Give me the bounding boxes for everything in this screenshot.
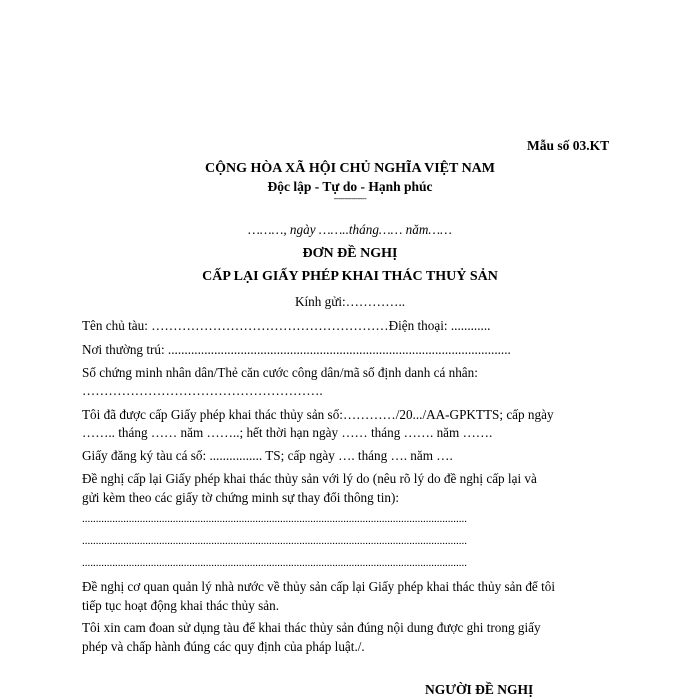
motto-rule: --------------- bbox=[333, 194, 367, 203]
reason-dots-2: ............................................................................................................................................ bbox=[82, 535, 467, 547]
addressee: Kính gửi:………….. bbox=[294, 294, 406, 309]
vessel-registration-line: Giấy đăng ký tàu cá số: ................ TS; cấp ngày …. tháng …. năm …. bbox=[82, 448, 453, 463]
reason-line-2: gửi kèm theo các giấy tờ chứng minh sự thay đổi thông tin): bbox=[82, 490, 400, 505]
owner-line: Tên chủ tàu: ………………………………………………Điện thoại: ............ bbox=[82, 318, 491, 333]
pledge-line-2: phép và chấp hành đúng các quy định của pháp luật./. bbox=[82, 639, 365, 654]
id-label: Số chứng minh nhân dân/Thẻ căn cước công dân/mã số định danh cá nhân: bbox=[82, 365, 478, 380]
form-title: ĐƠN ĐỀ NGHỊ bbox=[302, 246, 398, 261]
country-header: CỘNG HÒA XÃ HỘI CHỦ NGHĨA VIỆT NAM bbox=[204, 161, 495, 176]
residence-line: Nơi thường trú: ........................................................................................................ bbox=[82, 342, 511, 357]
motto: Độc lập - Tự do - Hạnh phúc bbox=[267, 179, 433, 194]
form-subtitle: CẤP LẠI GIẤY PHÉP KHAI THÁC THUỶ SẢN bbox=[202, 269, 498, 284]
license-line-2: …….. tháng …… năm ……..; hết thời hạn ngày …… tháng ……. năm ……. bbox=[82, 425, 493, 440]
signer-title: NGƯỜI ĐỀ NGHỊ bbox=[425, 682, 534, 697]
date-line: ………, ngày ……..tháng…… năm…… bbox=[248, 222, 452, 237]
request-line-2: tiếp tục hoạt động khai thác thủy sản. bbox=[82, 598, 280, 613]
license-line-1: Tôi đã được cấp Giấy phép khai thác thủy sản số:…………/20.../AA-GPKTTS; cấp ngày bbox=[82, 407, 554, 422]
reason-dots-1: ............................................................................................................................................ bbox=[82, 513, 467, 525]
reason-line-1: Đề nghị cấp lại Giấy phép khai thác thủy sản với lý do (nêu rõ lý do đề nghị cấp lại và bbox=[82, 471, 537, 486]
form-code: Mẫu số 03.KT bbox=[527, 138, 610, 153]
id-dots: ………………………………………………. bbox=[82, 383, 323, 398]
request-line-1: Đề nghị cơ quan quản lý nhà nước về thủy sản cấp lại Giấy phép khai thác thủy sản để tôi bbox=[82, 579, 556, 594]
reason-dots-3: ............................................................................................................................................ bbox=[82, 557, 467, 569]
pledge-line-1: Tôi xin cam đoan sử dụng tàu để khai thác thủy sản đúng nội dung được ghi trong giấy bbox=[82, 620, 541, 635]
